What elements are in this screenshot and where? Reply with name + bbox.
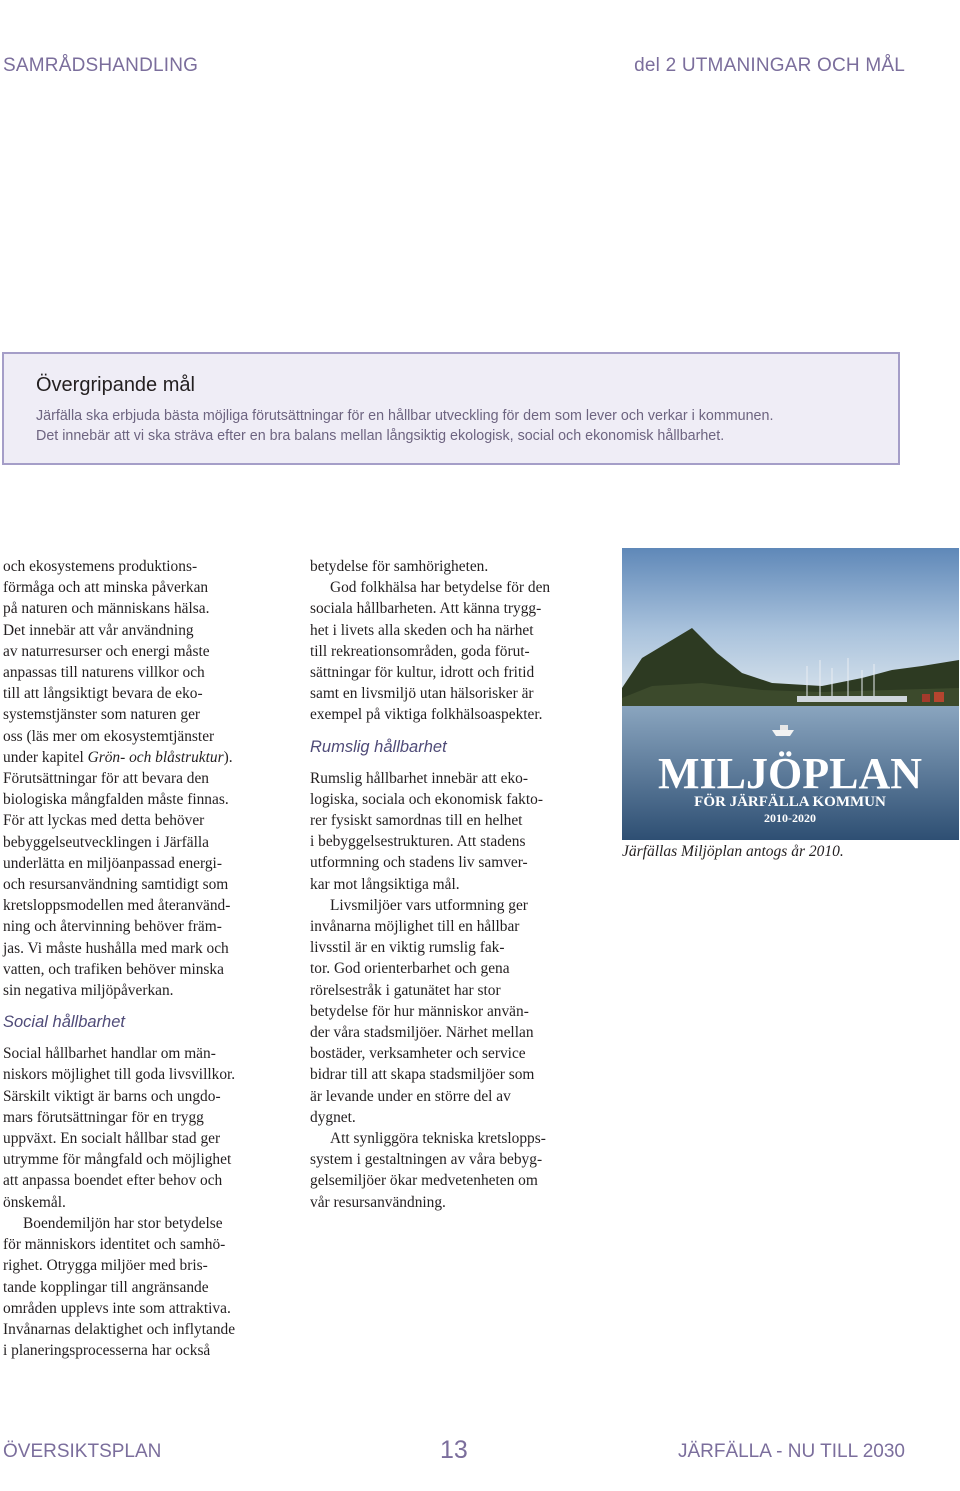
goal-text	[36, 406, 898, 446]
text-column-1	[3, 556, 293, 1361]
paragraph: betydelse för samhörigheten.	[310, 558, 489, 575]
header-right: del 2 UTMANINGAR OCH MÅL	[634, 55, 905, 76]
section-heading-spatial: Rumslig hållbarhet	[310, 737, 447, 756]
text-column-2	[310, 556, 600, 1213]
cover-subtitle: FÖR JÄRFÄLLA KOMMUN	[694, 794, 886, 810]
paragraph: Boendemiljön har stor betydelse för människors identitet och samhö- righet. Otrygga miljöer med bris- tande kopplingar till angränsande områden upplevs inte som attraktiva. Invånarnas delaktighet och inflytande i planeringsprocesserna har också	[3, 1214, 236, 1360]
goal-line: Det innebär att vi ska sträva efter en bra balans mellan långsiktig ekologisk, social och ekonomisk hållbarhet.	[36, 428, 725, 444]
footer-right: JÄRFÄLLA - NU TILL 2030	[677, 1441, 905, 1462]
section-heading-social: Social hållbarhet	[3, 1013, 125, 1032]
page-number: 13	[440, 1436, 468, 1464]
goal-title: Övergripande mål	[36, 374, 195, 396]
paragraph: God folkhälsa har betydelse för den sociala hållbarheten. Att känna trygg- het i livets alla skeden och ha närhet till rekreationsområden, goda förut- sättningar för kultur, idrott och fritid samt en livsmiljö utan hälsorisker är exempel på viktiga folkhälsoaspekter.	[310, 579, 551, 724]
header-left: SAMRÅDSHANDLING	[3, 55, 199, 76]
paragraph: Rumslig hållbarhet innebär att eko- logiska, sociala och ekonomisk fakto- rer fysiskt samordnas till en helhet i bebyggelsestrukturen. Att stadens utformning och stadens liv samver- kar mot långsiktiga mål.	[310, 769, 543, 893]
goal-line: Järfälla ska erbjuda bästa möjliga förutsättningar för en hållbar utveckling för dem som lever och verkar i kommunen.	[36, 408, 774, 424]
paragraph	[3, 556, 293, 1001]
goal-box	[2, 352, 900, 465]
environment-plan-cover-image	[622, 548, 959, 840]
paragraph-text: och ekosystemens produktions- förmåga och att minska påverkan på naturen och människans hälsa. Det innebär att vår användning av naturresurser och energi måste anpassas till naturens villkor och till att långsiktigt bevara de eko- systemstjänster som naturen ger oss (läs mer om ekosystemtjänster under kapitel	[3, 558, 215, 766]
cover-title: MILJÖPLAN	[658, 749, 922, 798]
cover-years: 2010-2020	[764, 811, 816, 825]
paragraph: Livsmiljöer vars utformning ger invånarna möjlighet till en hållbar livsstil är en viktig rumslig fak- tor. God orienterbarhet och gena rörelsestråk i gatunätet har stor betydelse för hur människor använ- der våra stadsmiljöer. Närhet mellan bostäder, verksamheter och service bidrar till att skapa stadsmiljöer som är levande under en större del av dygnet.	[310, 896, 535, 1126]
paragraph-text: ). Förutsättningar för att bevara den biologiska mångfalden måste finnas. För att lyckas med detta behöver bebyggelseutvecklingen i Järfälla underlätta en miljöanpassad energi- och resursanvändning samtidigt som kretsloppsmodellen med återanvänd- ning och återvinning behöver främ- jas. Vi måste hushålla med mark och vatten, och trafiken behöver minska sin negativa miljöpåverkan.	[3, 748, 233, 1000]
paragraph: Social hållbarhet handlar om män- niskors möjlighet till goda livsvillkor. Särskilt viktigt är barns och ungdo- mars förutsättningar för en trygg uppväxt. En socialt hållbar stad ger utrymme för mångfald och möjlighet att anpassa boendet efter behov och önskemål.	[3, 1045, 236, 1211]
paragraph: Att synliggöra tekniska kretslopps- system i gestaltningen av våra bebyg- gelsemiljöer ökar medvetenheten om vår resursanvändning.	[310, 1130, 546, 1211]
image-caption: Järfällas Miljöplan antogs år 2010.	[622, 843, 844, 860]
footer-left: ÖVERSIKTSPLAN	[3, 1441, 162, 1462]
chapter-reference: Grön- och blåstruktur	[87, 748, 224, 766]
